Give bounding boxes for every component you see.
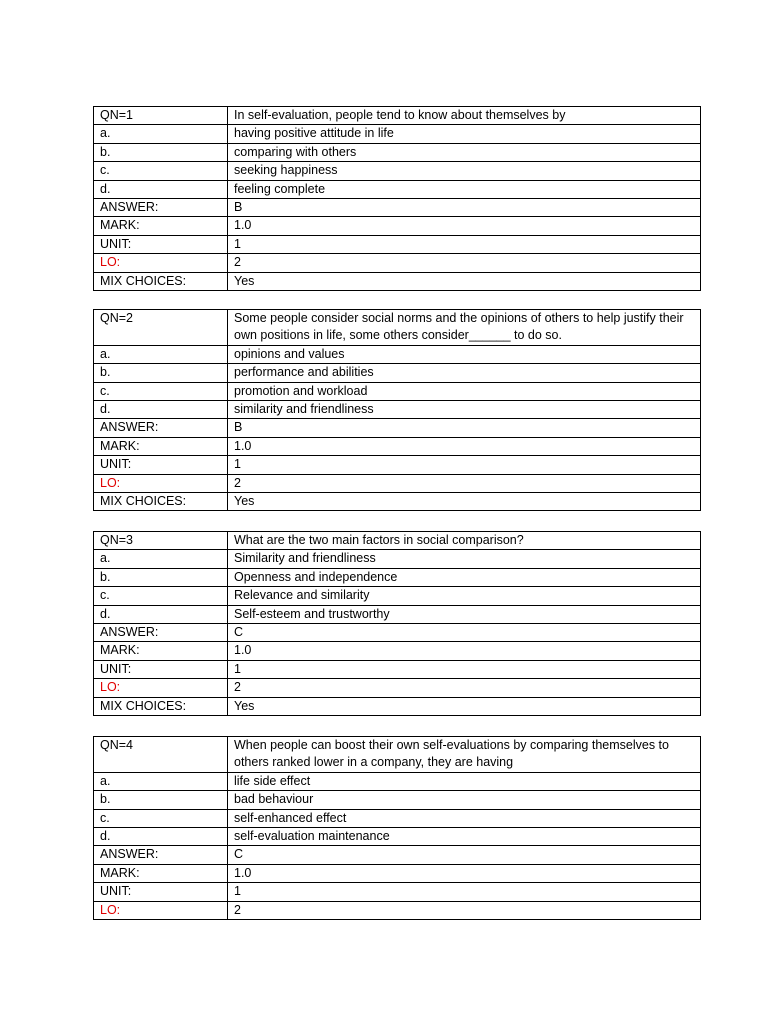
option-key: a. <box>94 550 228 568</box>
qn-label: QN=3 <box>94 532 228 550</box>
mix-choices-row <box>94 272 701 290</box>
option-row <box>94 809 701 827</box>
meta-value: C <box>228 624 701 642</box>
option-text: feeling complete <box>228 180 701 198</box>
option-row <box>94 143 701 161</box>
option-text: promotion and workload <box>228 382 701 400</box>
meta-label: MARK: <box>94 437 228 455</box>
meta-label: UNIT: <box>94 660 228 678</box>
question-table-2 <box>93 309 701 511</box>
meta-label: ANSWER: <box>94 624 228 642</box>
option-key: c. <box>94 382 228 400</box>
option-key: a. <box>94 125 228 143</box>
mix-choices-row <box>94 697 701 715</box>
option-row <box>94 401 701 419</box>
meta-value: B <box>228 419 701 437</box>
qn-label: QN=4 <box>94 737 228 773</box>
meta-label: UNIT: <box>94 235 228 253</box>
question-text: In self-evaluation, people tend to know about themselves by <box>228 107 701 125</box>
mark-row <box>94 437 701 455</box>
meta-value: C <box>228 846 701 864</box>
option-row <box>94 162 701 180</box>
meta-label: UNIT: <box>94 883 228 901</box>
meta-value: 2 <box>228 679 701 697</box>
option-text: Relevance and similarity <box>228 587 701 605</box>
meta-label: UNIT: <box>94 456 228 474</box>
option-text: Self-esteem and trustworthy <box>228 605 701 623</box>
answer-row <box>94 419 701 437</box>
meta-value: Yes <box>228 272 701 290</box>
option-text: seeking happiness <box>228 162 701 180</box>
unit-row <box>94 883 701 901</box>
question-text: When people can boost their own self-evaluations by comparing themselves to others ranked lower in a company, they are having <box>228 737 701 773</box>
question-table-1 <box>93 106 701 291</box>
meta-label: ANSWER: <box>94 846 228 864</box>
option-key: a. <box>94 345 228 363</box>
option-row <box>94 382 701 400</box>
lo-label: LO: <box>94 679 228 697</box>
lo-row <box>94 474 701 492</box>
option-row <box>94 587 701 605</box>
option-text: bad behaviour <box>228 791 701 809</box>
meta-value: B <box>228 199 701 217</box>
question-table-3 <box>93 531 701 716</box>
meta-label: MIX CHOICES: <box>94 272 228 290</box>
lo-label: LO: <box>94 474 228 492</box>
option-text: life side effect <box>228 772 701 790</box>
lo-label: LO: <box>94 901 228 919</box>
mark-row <box>94 217 701 235</box>
qn-label: QN=1 <box>94 107 228 125</box>
meta-value: 1 <box>228 883 701 901</box>
meta-label: MIX CHOICES: <box>94 493 228 511</box>
answer-row <box>94 199 701 217</box>
option-text: self-enhanced effect <box>228 809 701 827</box>
option-row <box>94 550 701 568</box>
option-row <box>94 180 701 198</box>
option-row <box>94 364 701 382</box>
answer-row <box>94 624 701 642</box>
lo-row <box>94 254 701 272</box>
option-key: d. <box>94 401 228 419</box>
lo-row <box>94 901 701 919</box>
option-row <box>94 605 701 623</box>
option-key: b. <box>94 143 228 161</box>
option-text: Similarity and friendliness <box>228 550 701 568</box>
option-row <box>94 791 701 809</box>
question-table-4 <box>93 736 701 920</box>
option-row <box>94 568 701 586</box>
meta-label: ANSWER: <box>94 419 228 437</box>
meta-value: 2 <box>228 901 701 919</box>
answer-row <box>94 846 701 864</box>
question-row <box>94 310 701 346</box>
option-text: opinions and values <box>228 345 701 363</box>
meta-label: MARK: <box>94 864 228 882</box>
question-text: Some people consider social norms and the opinions of others to help justify their own positions in life, some others consider______ to do so. <box>228 310 701 346</box>
option-key: b. <box>94 364 228 382</box>
meta-label: ANSWER: <box>94 199 228 217</box>
qn-label: QN=2 <box>94 310 228 346</box>
lo-label: LO: <box>94 254 228 272</box>
option-row <box>94 125 701 143</box>
question-row <box>94 532 701 550</box>
meta-value: 1.0 <box>228 642 701 660</box>
meta-value: Yes <box>228 697 701 715</box>
meta-value: 1.0 <box>228 437 701 455</box>
mix-choices-row <box>94 493 701 511</box>
question-row <box>94 737 701 773</box>
option-key: c. <box>94 587 228 605</box>
option-key: b. <box>94 568 228 586</box>
unit-row <box>94 660 701 678</box>
lo-row <box>94 679 701 697</box>
option-key: d. <box>94 828 228 846</box>
meta-value: 1 <box>228 235 701 253</box>
mark-row <box>94 864 701 882</box>
option-key: d. <box>94 605 228 623</box>
mark-row <box>94 642 701 660</box>
meta-value: 2 <box>228 474 701 492</box>
option-text: comparing with others <box>228 143 701 161</box>
option-text: performance and abilities <box>228 364 701 382</box>
unit-row <box>94 235 701 253</box>
meta-label: MARK: <box>94 217 228 235</box>
meta-value: 1 <box>228 456 701 474</box>
meta-value: 1.0 <box>228 864 701 882</box>
option-text: similarity and friendliness <box>228 401 701 419</box>
option-key: a. <box>94 772 228 790</box>
meta-value: 2 <box>228 254 701 272</box>
option-key: d. <box>94 180 228 198</box>
option-text: Openness and independence <box>228 568 701 586</box>
question-text: What are the two main factors in social comparison? <box>228 532 701 550</box>
option-key: c. <box>94 809 228 827</box>
unit-row <box>94 456 701 474</box>
meta-label: MIX CHOICES: <box>94 697 228 715</box>
option-text: self-evaluation maintenance <box>228 828 701 846</box>
option-key: b. <box>94 791 228 809</box>
meta-label: MARK: <box>94 642 228 660</box>
question-row <box>94 107 701 125</box>
option-row <box>94 772 701 790</box>
meta-value: 1 <box>228 660 701 678</box>
meta-value: Yes <box>228 493 701 511</box>
option-text: having positive attitude in life <box>228 125 701 143</box>
option-key: c. <box>94 162 228 180</box>
option-row <box>94 828 701 846</box>
meta-value: 1.0 <box>228 217 701 235</box>
option-row <box>94 345 701 363</box>
